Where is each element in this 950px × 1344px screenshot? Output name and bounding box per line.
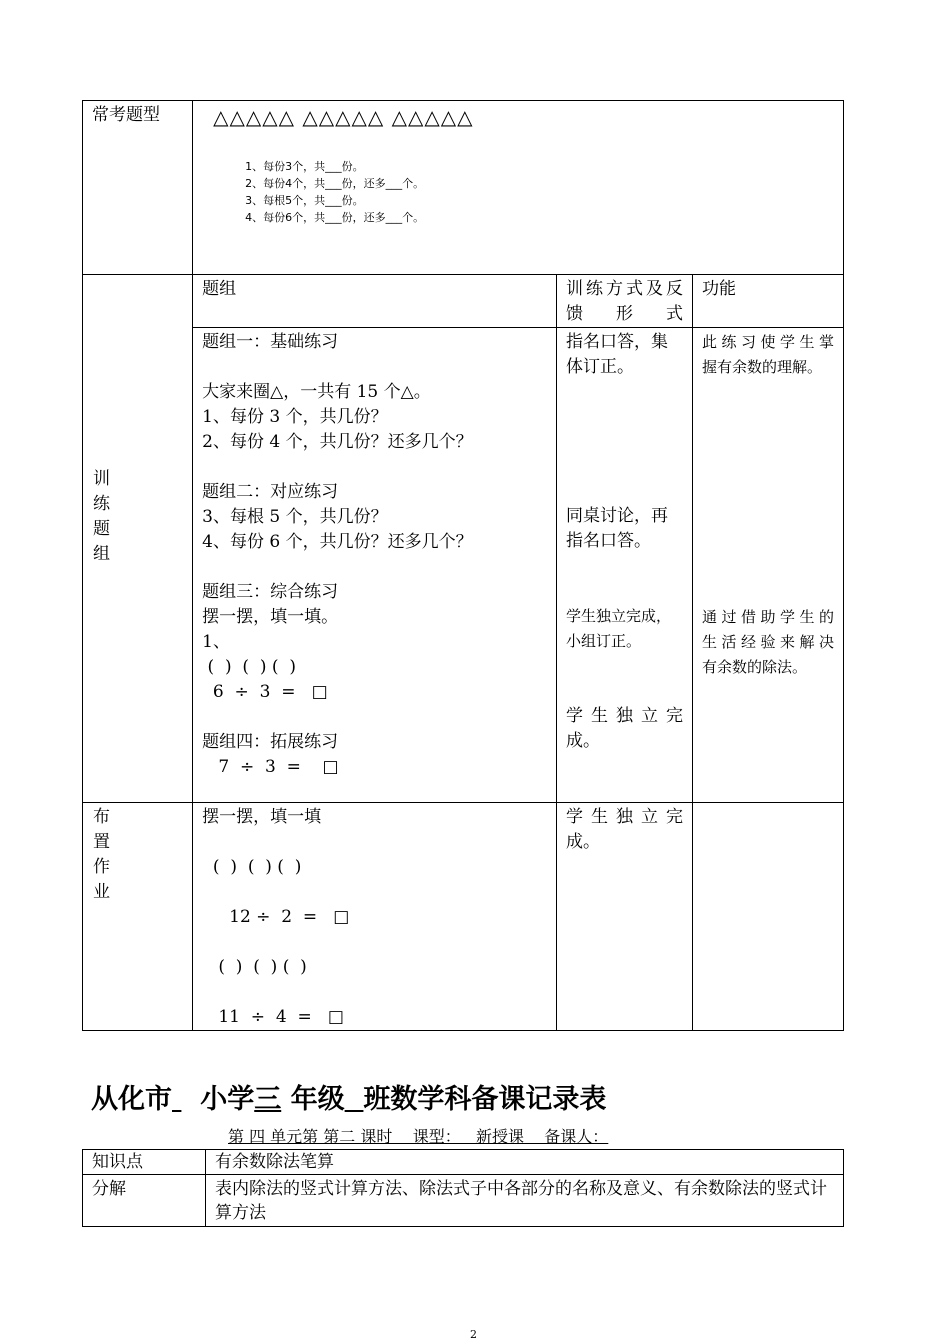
lesson-subtitle: 第 四 单元第 第二 课时 课型： 新授课 备课人： — [228, 1127, 609, 1146]
question-item: 4、每份6个，共___份，还多___个。 — [245, 211, 425, 224]
homework-equation: 12 ÷ 2 = □ — [202, 907, 350, 927]
group3-title: 题组三：综合练习 — [202, 582, 339, 602]
group3-equation: 6 ÷ 3 = □ — [202, 682, 328, 702]
training-groups — [193, 328, 557, 803]
question-list — [245, 158, 843, 226]
function2: 通过借助学生的 生活经验来解决 有余数的除法。 — [702, 608, 834, 676]
header-row — [83, 275, 844, 328]
group3-line: 摆一摆，填一填。 — [202, 607, 339, 627]
homework-function — [693, 803, 844, 1031]
homework-content — [193, 803, 557, 1031]
training-label-cell — [83, 275, 193, 803]
homework-line: 摆一摆，填一填 — [202, 807, 322, 827]
homework-line: ( ) ( ) ( ) — [202, 957, 307, 977]
homework-label-cell — [83, 803, 193, 1031]
common-questions-row — [83, 101, 844, 275]
group2-title: 题组二：对应练习 — [202, 482, 339, 502]
function1: 此练习使学生掌 握有余数的理解。 — [702, 333, 834, 376]
knowledge-label: 知识点 — [83, 1150, 206, 1175]
breakdown-label: 分解 — [83, 1175, 206, 1227]
training-label: 训 练 题 组 — [93, 469, 110, 564]
knowledge-value: 有余数除法笔算 — [206, 1150, 844, 1175]
training-row — [83, 328, 844, 803]
question-item: 1、每份3个，共___份。 — [245, 160, 364, 173]
method3: 学生独立完成， 小组订正。 — [565, 607, 671, 650]
header-function: 功能 — [693, 275, 844, 328]
group1-line: 1、每份 3 个，共几份？ — [202, 407, 388, 427]
method1: 指名口答，集 体订正。 — [565, 332, 668, 377]
group3-line: ( ) ( ) ( ) — [202, 657, 296, 677]
page-title: 从化市 小学三 年级 班数学科备课记录表 — [91, 1084, 607, 1115]
training-methods — [556, 328, 692, 803]
common-questions-label: 常考题型 — [83, 101, 193, 275]
knowledge-row — [83, 1150, 844, 1175]
common-questions-content — [193, 101, 844, 275]
method2: 同桌讨论，再 指名口答。 — [565, 506, 668, 551]
homework-line: ( ) ( ) ( ) — [202, 857, 302, 877]
homework-equation: 11 ÷ 4 = □ — [202, 1007, 344, 1027]
group4-title: 题组四：拓展练习 — [202, 732, 339, 752]
method4: 学生独立完 成。 — [565, 706, 684, 751]
header-method: 训练方式及反馈形式 — [556, 275, 692, 328]
group2-line: 3、每根 5 个，共几份？ — [202, 507, 388, 527]
homework-method: 学生独立完 成。 — [556, 803, 692, 1031]
header-group: 题组 — [193, 275, 557, 328]
triangle-row: △△△△△ △△△△△ △△△△△ — [213, 105, 474, 129]
knowledge-table — [82, 1149, 844, 1227]
training-functions — [693, 328, 844, 803]
group4-equation: 7 ÷ 3 = □ — [202, 757, 339, 777]
homework-row — [83, 803, 844, 1031]
question-item: 3、每根5个，共___份。 — [245, 194, 364, 207]
lesson-table — [82, 100, 844, 1031]
group1-line: 2、每份 4 个，共几份？还多几个？ — [202, 432, 473, 452]
breakdown-row — [83, 1175, 844, 1227]
group2-line: 4、每份 6 个，共几份？还多几个？ — [202, 532, 473, 552]
breakdown-value: 表内除法的竖式计算方法、除法式子中各部分的名称及意义、有余数除法的竖式计算方法 — [206, 1175, 844, 1227]
group1-title: 题组一：基础练习 — [202, 332, 339, 352]
page-number: 2 — [470, 1328, 477, 1341]
group3-line: 1、 — [202, 632, 230, 652]
question-item: 2、每份4个，共___份，还多___个。 — [245, 177, 425, 190]
homework-label: 布 置 作 业 — [93, 807, 110, 902]
group1-line: 大家来圈△，一共有 15 个△。 — [202, 382, 431, 402]
